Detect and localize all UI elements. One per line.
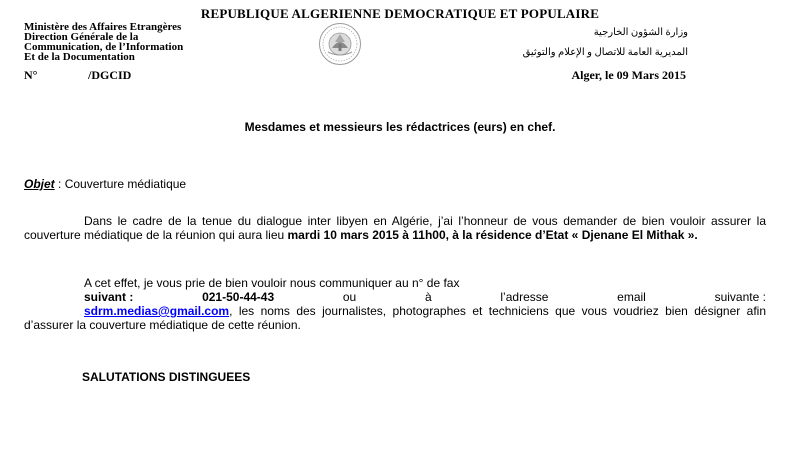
- paragraph-meeting-text: Dans le cadre de la tenue du dialogue inter libyen en Algérie, j’ai l’honneur de vous demander de bien vouloir assurer la couverture médiatique de la réunion qui aura lieu: [24, 214, 766, 242]
- closing-salutations: SALUTATIONS DISTINGUEES: [82, 370, 251, 384]
- ministry-fr-line: Direction Générale de la: [24, 31, 139, 43]
- email-link[interactable]: sdrm.medias@gmail.com: [84, 304, 230, 318]
- request-rest: [24, 304, 766, 332]
- objet-label: Objet: [24, 177, 55, 191]
- fax-label: suivant :: [84, 290, 134, 304]
- reference-number: N°: [24, 68, 38, 82]
- fax-word: l’adresse: [500, 290, 549, 304]
- request-intro: A cet effet, je vous prie de bien vouloir nous communiquer au n° de fax: [84, 276, 460, 290]
- objet-text: Couverture médiatique: [64, 177, 187, 191]
- republic-title: REPUBLIQUE ALGERIENNE DEMOCRATIQUE ET POPULAIRE: [200, 6, 600, 21]
- ministry-name-ar: [523, 23, 688, 63]
- ministry-ar-line: وزارة الشؤون الخارجية: [593, 27, 688, 38]
- objet-line: [24, 177, 186, 191]
- ministry-name-fr: [24, 22, 183, 62]
- fax-word: suivante :: [714, 290, 766, 304]
- request-rest-text: , les noms des journalistes, photographes et techniciens que vous voudriez bien désigner afin d’assurer la couverture médiatique de cette réunion.: [24, 304, 766, 332]
- ministry-fr-line: Communication, de l’Information: [24, 41, 184, 53]
- fax-word: ou: [342, 290, 357, 304]
- meeting-details: mardi 10 mars 2015 à 11h00, à la résidence d’Etat « Djenane El Mithak ».: [287, 228, 698, 242]
- fax-row: [24, 290, 766, 304]
- paragraph-request: [24, 276, 766, 332]
- paragraph-meeting: [24, 214, 766, 242]
- letter-date: Alger, le 09 Mars 2015: [571, 68, 686, 82]
- reference-code: /DGCID: [88, 68, 132, 82]
- objet-separator: :: [54, 177, 65, 191]
- fax-word: à: [424, 290, 432, 304]
- fax-word: email: [617, 290, 646, 304]
- addressee-line: Mesdames et messieurs les rédactrices (eurs) en chef.: [244, 120, 556, 134]
- ministry-fr-line: Ministère des Affaires Etrangères: [24, 21, 182, 33]
- ministry-ar-line: المديرية العامة للاتصال و الإعلام والتوثيق: [522, 47, 688, 58]
- ministry-fr-line: Et de la Documentation: [24, 51, 135, 63]
- fax-number: 021-50-44-43: [202, 290, 275, 304]
- state-seal-icon: [318, 22, 362, 66]
